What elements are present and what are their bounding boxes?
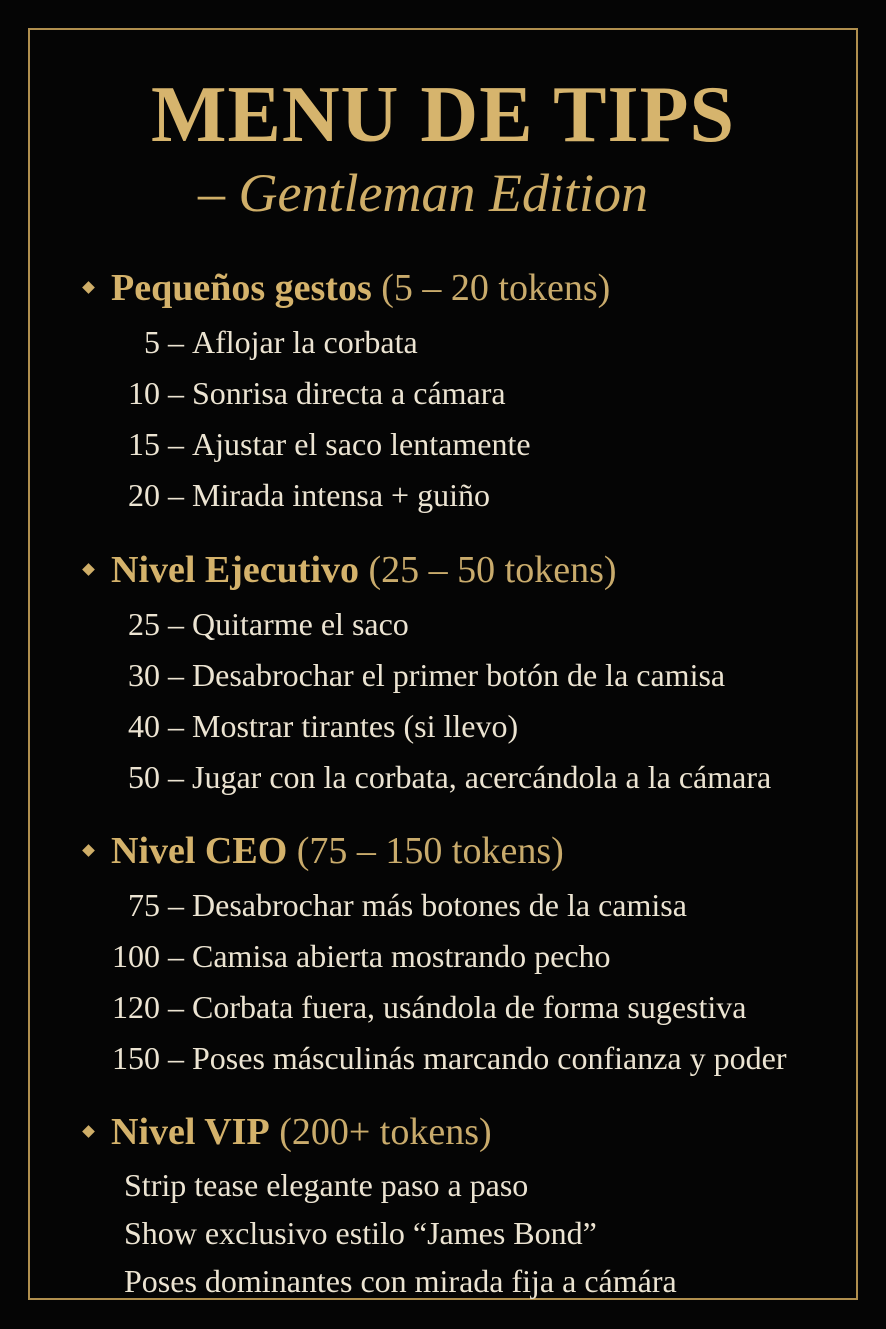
section-heading <box>84 1110 492 1154</box>
diamond-bullet-icon <box>82 844 95 857</box>
tip-action: Desabrochar el primer botón de la camisa <box>192 657 726 693</box>
tip-amount: 20 <box>128 477 160 513</box>
section-heading <box>84 548 617 592</box>
list-item <box>0 758 771 796</box>
list-item <box>0 707 518 745</box>
separator: – <box>168 887 184 923</box>
tip-action: Quitarme el saco <box>192 606 409 642</box>
separator: – <box>168 657 184 693</box>
tip-action: Mirada intensa + guiño <box>192 477 490 513</box>
section-name: Pequeños gestos <box>111 267 372 309</box>
list-item <box>0 1039 786 1077</box>
separator: – <box>168 375 184 411</box>
tip-amount: 120 <box>112 989 160 1025</box>
tip-amount: 40 <box>128 708 160 744</box>
tip-action: Mostrar tirantes (si llevo) <box>192 708 519 744</box>
list-item: Show exclusivo estilo “James Bond” <box>124 1215 597 1251</box>
separator: – <box>168 938 184 974</box>
section-range: (25 – 50 tokens) <box>368 549 617 591</box>
tip-action: Camisa abierta mostrando pecho <box>192 938 611 974</box>
separator: – <box>168 606 184 642</box>
separator: – <box>168 708 184 744</box>
section-heading <box>84 266 610 310</box>
tip-action: Ajustar el saco lentamente <box>192 426 531 462</box>
separator: – <box>168 759 184 795</box>
list-item: Strip tease elegante paso a paso <box>124 1167 529 1203</box>
tip-amount: 5 <box>144 324 160 360</box>
tip-amount: 25 <box>128 606 160 642</box>
list-item <box>0 323 418 361</box>
tip-action: Sonrisa directa a cámara <box>192 375 506 411</box>
tip-amount: 10 <box>128 375 160 411</box>
list-item <box>0 988 746 1026</box>
list-item: Poses dominantes con mirada fija a cámára <box>124 1263 677 1299</box>
diamond-bullet-icon <box>82 563 95 576</box>
section-name: Nivel VIP <box>111 1111 270 1153</box>
separator: – <box>168 989 184 1025</box>
separator: – <box>168 324 184 360</box>
separator: – <box>168 477 184 513</box>
section-range: (75 – 150 tokens) <box>296 830 564 872</box>
tip-amount: 30 <box>128 657 160 693</box>
list-item <box>0 476 490 514</box>
list-item <box>0 656 725 694</box>
tip-amount: 50 <box>128 759 160 795</box>
list-item <box>0 886 687 924</box>
section-name: Nivel Ejecutivo <box>111 549 360 591</box>
tip-action: Poses másculinás marcando confianza y poder <box>192 1040 787 1076</box>
tip-amount: 150 <box>112 1040 160 1076</box>
section-range: (5 – 20 tokens) <box>381 267 611 309</box>
list-item <box>0 605 409 643</box>
menu-subtitle: – Gentleman Edition <box>198 163 648 223</box>
section-name: Nivel CEO <box>111 830 288 872</box>
tip-amount: 100 <box>112 938 160 974</box>
separator: – <box>168 1040 184 1076</box>
menu-title: MENU DE TIPS <box>151 71 735 159</box>
list-item <box>0 374 506 412</box>
tip-action: Corbata fuera, usándola de forma sugestiva <box>192 989 747 1025</box>
list-item <box>0 937 611 975</box>
section-heading <box>84 829 564 873</box>
section-range: (200+ tokens) <box>279 1111 492 1153</box>
list-item <box>0 425 531 463</box>
tip-action: Desabrochar más botones de la camisa <box>192 887 687 923</box>
tip-action: Aflojar la corbata <box>192 324 418 360</box>
diamond-bullet-icon <box>82 1125 95 1138</box>
tip-amount: 15 <box>128 426 160 462</box>
tip-amount: 75 <box>128 887 160 923</box>
diamond-bullet-icon <box>82 281 95 294</box>
separator: – <box>168 426 184 462</box>
tip-action: Jugar con la corbata, acercándola a la cámara <box>192 759 772 795</box>
